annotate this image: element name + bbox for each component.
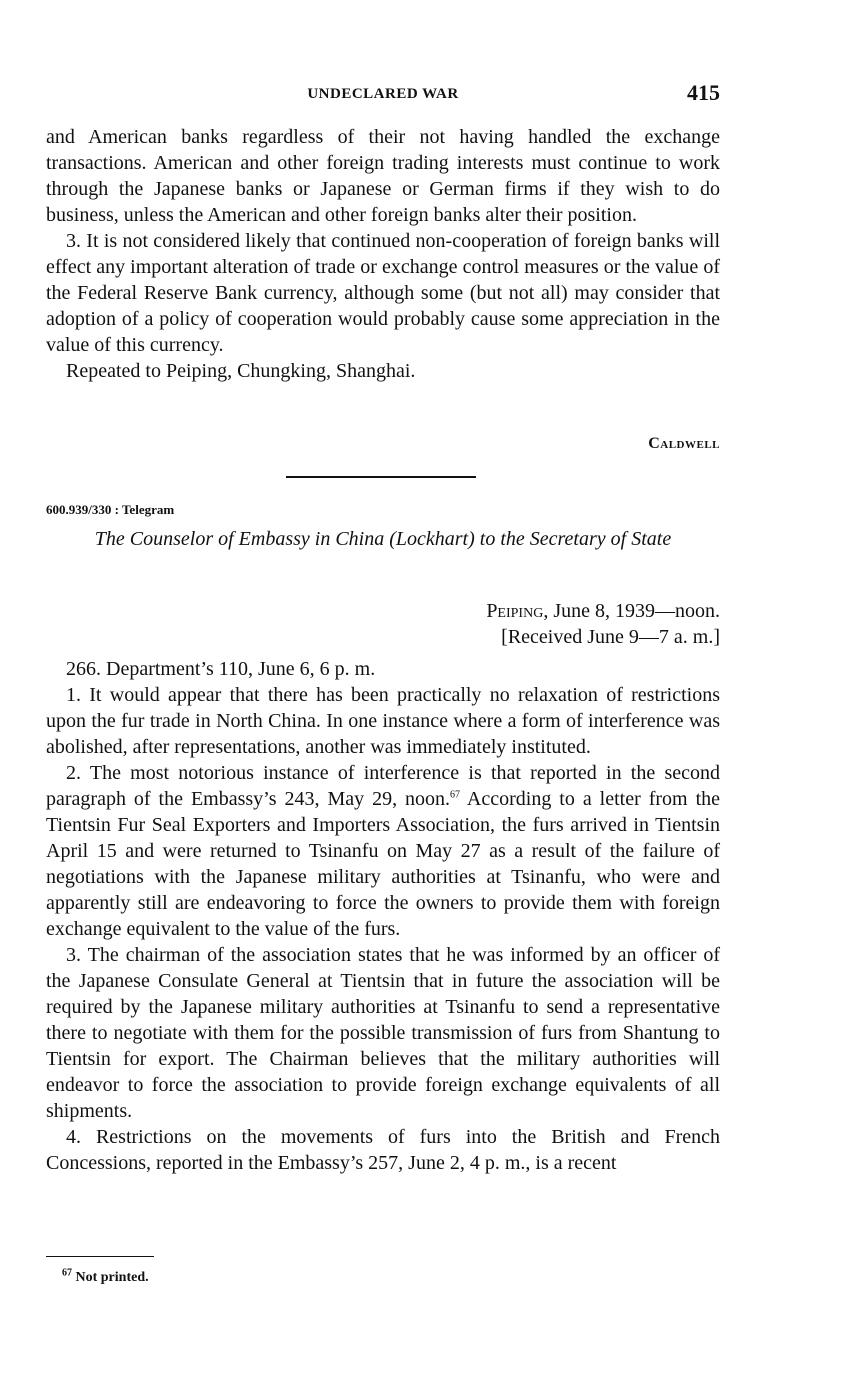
footnote-mark: 67: [62, 1267, 72, 1279]
footnote-text: Not printed.: [72, 1270, 149, 1285]
paragraph-2: [46, 760, 720, 942]
signature: Caldwell: [648, 435, 720, 452]
received-line: [Received June 9—7 a. m.]: [501, 626, 720, 648]
paragraph-2-part-a: 2. The most notorious instance of interference is that reported in the second paragraph of the Embassy’s 243, May 29, noon.: [46, 762, 720, 810]
paragraph-4: 4. Restrictions on the movements of furs into the British and French Concessions, reported in the Embassy’s 257, June 2, 4 p. m., is a recent: [46, 1126, 720, 1174]
paragraph-2-part-b: According to a letter from the Tientsin Fur Seal Exporters and Importers Association, the furs arrived in Tientsin April 15 and were returned to Tsinanfu on May 27 as a result of the failure of negotiations with the Japanese military authorities at Tsinanfu, who were and apparently still are endeavoring to force the owners to provide them with foreign exchange equivalent to the value of the furs.: [46, 788, 720, 940]
reference-line: 266. Department’s 110, June 6, 6 p. m.: [66, 658, 376, 680]
paragraph-3: 3. The chairman of the association states that he was informed by an officer of the Japanese Consulate General at Tientsin that in future the association will be required by the Japanese military authorities at Tsinanfu to send a representative there to negotiate with them for the possible transmission of furs from Shantung to Tientsin for export. The Chairman believes that the military authorities will endeavor to force the association to provide foreign exchange equivalents of all shipments.: [46, 944, 720, 1122]
running-title: UNDECLARED WAR: [307, 86, 459, 102]
running-head: [46, 80, 720, 108]
footnote-reference: 67: [450, 789, 461, 801]
continuation-paragraph: and American banks regardless of their not having handled the exchange transactions. American and other foreign trading interests must continue to work through the Japanese banks or Japanese or German firms if they wish to do business, unless the American and other foreign banks alter their position.: [46, 126, 720, 226]
dateline: [46, 598, 720, 650]
place: Peiping,: [486, 600, 549, 622]
paragraph-3-top: 3. It is not considered likely that continued non-cooperation of foreign banks will effect any important alteration of trade or exchange control measures or the value of the Federal Reserve Bank currency, although some (but not all) may consider that adoption of a policy of cooperation would probably cause some appreciation in the value of this currency.: [46, 230, 720, 356]
repeated-line: Repeated to Peiping, Chungking, Shanghai.: [66, 360, 416, 382]
page-number: 415: [687, 80, 720, 105]
paragraph-1: 1. It would appear that there has been practically no relaxation of restrictions upon the fur trade in North China. In one instance where a form of interference was abolished, after representations, another was immediately instituted.: [46, 684, 720, 758]
footnote-rule: [46, 1256, 154, 1257]
section-divider: [286, 476, 476, 478]
telegram-body: [46, 656, 720, 1176]
file-number: 600.939/330 : Telegram: [46, 502, 175, 517]
top-section: [46, 124, 720, 384]
document-title: The Counselor of Embassy in China (Lockhart) to the Secretary of State: [94, 528, 672, 550]
date-line: [46, 598, 720, 624]
date: June 8, 1939—noon.: [548, 600, 720, 622]
footnote: [62, 1267, 149, 1286]
